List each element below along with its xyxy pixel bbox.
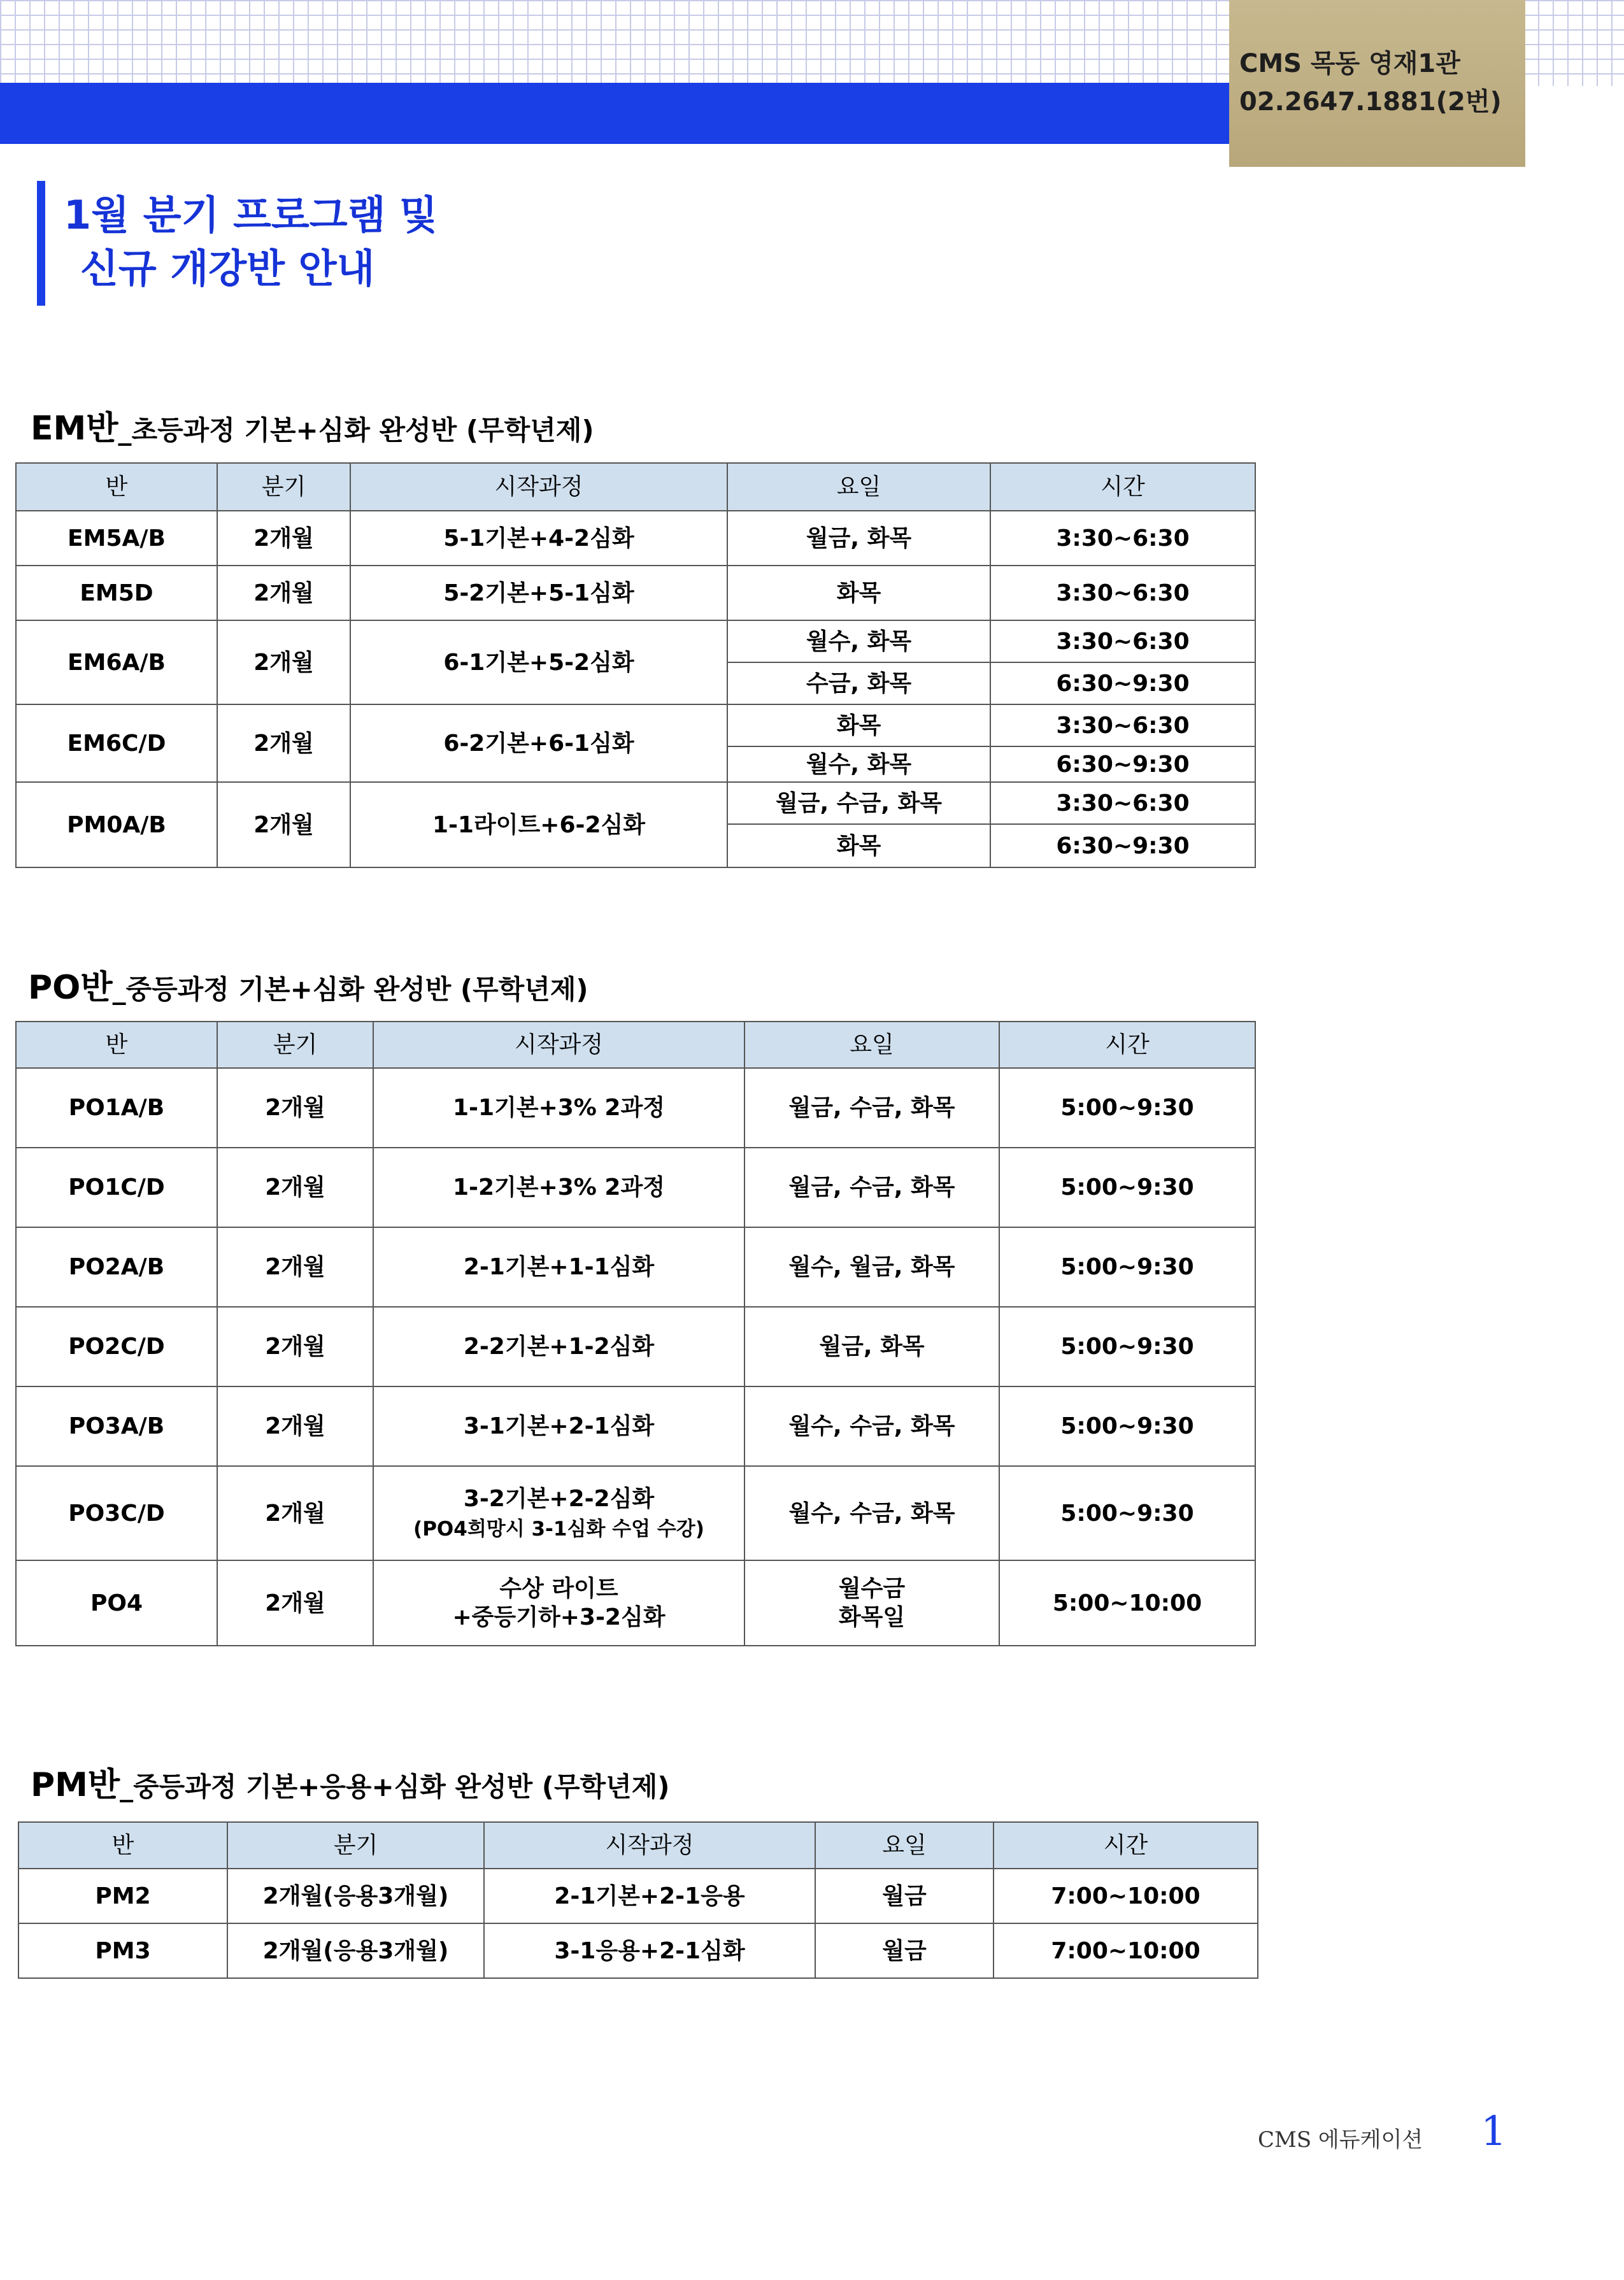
term-cell: 2개월 <box>217 782 350 867</box>
footer-company: CMS 에듀케이션 <box>1258 2127 1423 2153</box>
days-cell: 월수, 화목 <box>727 746 990 782</box>
days-cell: 월금, 화목 <box>744 1307 999 1386</box>
col-header-days: 요일 <box>744 1022 999 1068</box>
days-cell: 월수, 화목 <box>727 620 990 662</box>
page-number: 1 <box>1481 2108 1507 2155</box>
po-section-code: PO반 <box>28 969 113 1007</box>
days-cell: 수금, 화목 <box>727 662 990 704</box>
col-header-class: 반 <box>18 1822 227 1869</box>
table-row <box>16 1068 1255 1148</box>
table-row <box>16 566 1255 620</box>
col-header-term: 분기 <box>227 1822 484 1869</box>
days-cell: 월수, 수금, 화목 <box>744 1386 999 1466</box>
term-cell: 2개월 <box>217 620 350 704</box>
page-title-line2: 신규 개강반 안내 <box>80 245 375 292</box>
term-cell: 2개월 <box>217 1386 373 1466</box>
table-row <box>18 1923 1258 1978</box>
days-cell: 화목 <box>727 566 990 620</box>
days-cell: 월금, 수금, 화목 <box>744 1068 999 1148</box>
em-section-title <box>31 401 594 449</box>
em-section-desc: _초등과정 기본+심화 완성반 (무학년제) <box>118 415 594 446</box>
col-header-start: 시작과정 <box>350 463 727 511</box>
po-section-title <box>28 960 588 1008</box>
term-cell: 2개월 <box>217 1307 373 1386</box>
table-row <box>16 1466 1255 1560</box>
days-cell: 월금 <box>815 1923 994 1978</box>
days-cell: 월금 <box>815 1869 994 1923</box>
branch-contact-box <box>1229 0 1525 167</box>
table-header-row <box>16 1022 1255 1068</box>
start-line1: 수상 라이트 <box>499 1576 618 1602</box>
time-cell: 7:00~10:00 <box>994 1869 1258 1923</box>
branch-name: CMS 목동 영재1관 <box>1239 49 1460 78</box>
days-cell: 월수, 수금, 화목 <box>744 1466 999 1560</box>
days-cell: 월금, 수금, 화목 <box>727 782 990 824</box>
col-header-start: 시작과정 <box>484 1822 815 1869</box>
start-note: (PO4희망시 3-1심화 수업 수강) <box>413 1518 704 1541</box>
class-cell: PM0A/B <box>16 782 217 867</box>
time-cell: 5:00~10:00 <box>999 1560 1255 1646</box>
time-cell: 5:00~9:30 <box>999 1148 1255 1227</box>
days-line2: 화목일 <box>838 1604 906 1630</box>
col-header-time: 시간 <box>990 463 1255 511</box>
table-row <box>16 1307 1255 1386</box>
po-section-desc: _중등과정 기본+심화 완성반 (무학년제) <box>112 974 588 1005</box>
start-cell <box>373 1560 744 1646</box>
days-cell <box>744 1560 999 1646</box>
start-cell: 6-1기본+5-2심화 <box>350 620 727 704</box>
col-header-term: 분기 <box>217 1022 373 1068</box>
time-cell: 3:30~6:30 <box>990 782 1255 824</box>
pm-schedule-table <box>18 1821 1258 1979</box>
time-cell: 5:00~9:30 <box>999 1307 1255 1386</box>
table-row <box>16 1227 1255 1307</box>
table-header-row <box>18 1822 1258 1869</box>
start-cell: 2-1기본+1-1심화 <box>373 1227 744 1307</box>
start-cell: 2-2기본+1-2심화 <box>373 1307 744 1386</box>
time-cell: 5:00~9:30 <box>999 1227 1255 1307</box>
start-cell: 1-2기본+3% 2과정 <box>373 1148 744 1227</box>
start-cell: 6-2기본+6-1심화 <box>350 704 727 782</box>
class-cell: PO1A/B <box>16 1068 217 1148</box>
start-cell: 2-1기본+2-1응용 <box>484 1869 815 1923</box>
col-header-class: 반 <box>16 1022 217 1068</box>
start-cell: 3-1기본+2-1심화 <box>373 1386 744 1466</box>
start-cell: 5-2기본+5-1심화 <box>350 566 727 620</box>
days-cell: 월수, 월금, 화목 <box>744 1227 999 1307</box>
time-cell: 3:30~6:30 <box>990 566 1255 620</box>
class-cell: PO2C/D <box>16 1307 217 1386</box>
start-line2: +중등기하+3-2심화 <box>452 1604 666 1630</box>
col-header-term: 분기 <box>217 463 350 511</box>
page-title <box>64 189 438 296</box>
class-cell: PO3A/B <box>16 1386 217 1466</box>
table-header-row <box>16 463 1255 511</box>
start-cell: 5-1기본+4-2심화 <box>350 511 727 566</box>
term-cell: 2개월 <box>217 1560 373 1646</box>
term-cell: 2개월 <box>217 704 350 782</box>
days-line1: 월수금 <box>838 1576 906 1602</box>
time-cell: 5:00~9:30 <box>999 1386 1255 1466</box>
time-cell: 6:30~9:30 <box>990 746 1255 782</box>
class-cell: PM2 <box>18 1869 227 1923</box>
table-row <box>16 782 1255 824</box>
po-schedule-table <box>15 1021 1256 1646</box>
title-accent-bar <box>37 181 45 306</box>
table-row <box>16 1148 1255 1227</box>
time-cell: 5:00~9:30 <box>999 1068 1255 1148</box>
start-cell: 1-1기본+3% 2과정 <box>373 1068 744 1148</box>
table-row <box>16 1560 1255 1646</box>
col-header-days: 요일 <box>815 1822 994 1869</box>
start-cell: 3-1응용+2-1심화 <box>484 1923 815 1978</box>
col-header-time: 시간 <box>994 1822 1258 1869</box>
term-cell: 2개월(응용3개월) <box>227 1923 484 1978</box>
table-row <box>16 511 1255 566</box>
time-cell: 3:30~6:30 <box>990 511 1255 566</box>
days-cell: 화목 <box>727 704 990 746</box>
start-main: 3-2기본+2-2심화 <box>463 1486 655 1513</box>
class-cell: PO3C/D <box>16 1466 217 1560</box>
branch-phone: 02.2647.1881(2번) <box>1239 87 1502 117</box>
class-cell: EM6A/B <box>16 620 217 704</box>
start-cell <box>373 1466 744 1560</box>
term-cell: 2개월 <box>217 1466 373 1560</box>
term-cell: 2개월(응용3개월) <box>227 1869 484 1923</box>
days-cell: 월금, 화목 <box>727 511 990 566</box>
time-cell: 5:00~9:30 <box>999 1466 1255 1560</box>
table-row <box>18 1869 1258 1923</box>
pm-section-title <box>31 1758 669 1806</box>
term-cell: 2개월 <box>217 511 350 566</box>
time-cell: 7:00~10:00 <box>994 1923 1258 1978</box>
table-row <box>16 1386 1255 1466</box>
class-cell: PO1C/D <box>16 1148 217 1227</box>
col-header-class: 반 <box>16 463 217 511</box>
col-header-start: 시작과정 <box>373 1022 744 1068</box>
class-cell: EM5A/B <box>16 511 217 566</box>
header-blue-band <box>0 83 1232 144</box>
class-cell: EM5D <box>16 566 217 620</box>
term-cell: 2개월 <box>217 1068 373 1148</box>
em-section-code: EM반 <box>31 410 118 448</box>
time-cell: 6:30~9:30 <box>990 662 1255 704</box>
table-row <box>16 620 1255 662</box>
pm-section-code: PM반 <box>31 1766 120 1804</box>
days-cell: 월금, 수금, 화목 <box>744 1148 999 1227</box>
time-cell: 6:30~9:30 <box>990 824 1255 867</box>
time-cell: 3:30~6:30 <box>990 704 1255 746</box>
class-cell: PM3 <box>18 1923 227 1978</box>
em-schedule-table <box>15 462 1256 868</box>
term-cell: 2개월 <box>217 1227 373 1307</box>
class-cell: PO4 <box>16 1560 217 1646</box>
pm-section-desc: _중등과정 기본+응용+심화 완성반 (무학년제) <box>120 1771 670 1802</box>
class-cell: EM6C/D <box>16 704 217 782</box>
page-title-line1: 1월 분기 프로그램 및 <box>64 192 438 238</box>
start-cell: 1-1라이트+6-2심화 <box>350 782 727 867</box>
term-cell: 2개월 <box>217 566 350 620</box>
col-header-time: 시간 <box>999 1022 1255 1068</box>
col-header-days: 요일 <box>727 463 990 511</box>
term-cell: 2개월 <box>217 1148 373 1227</box>
table-row <box>16 704 1255 746</box>
days-cell: 화목 <box>727 824 990 867</box>
time-cell: 3:30~6:30 <box>990 620 1255 662</box>
class-cell: PO2A/B <box>16 1227 217 1307</box>
